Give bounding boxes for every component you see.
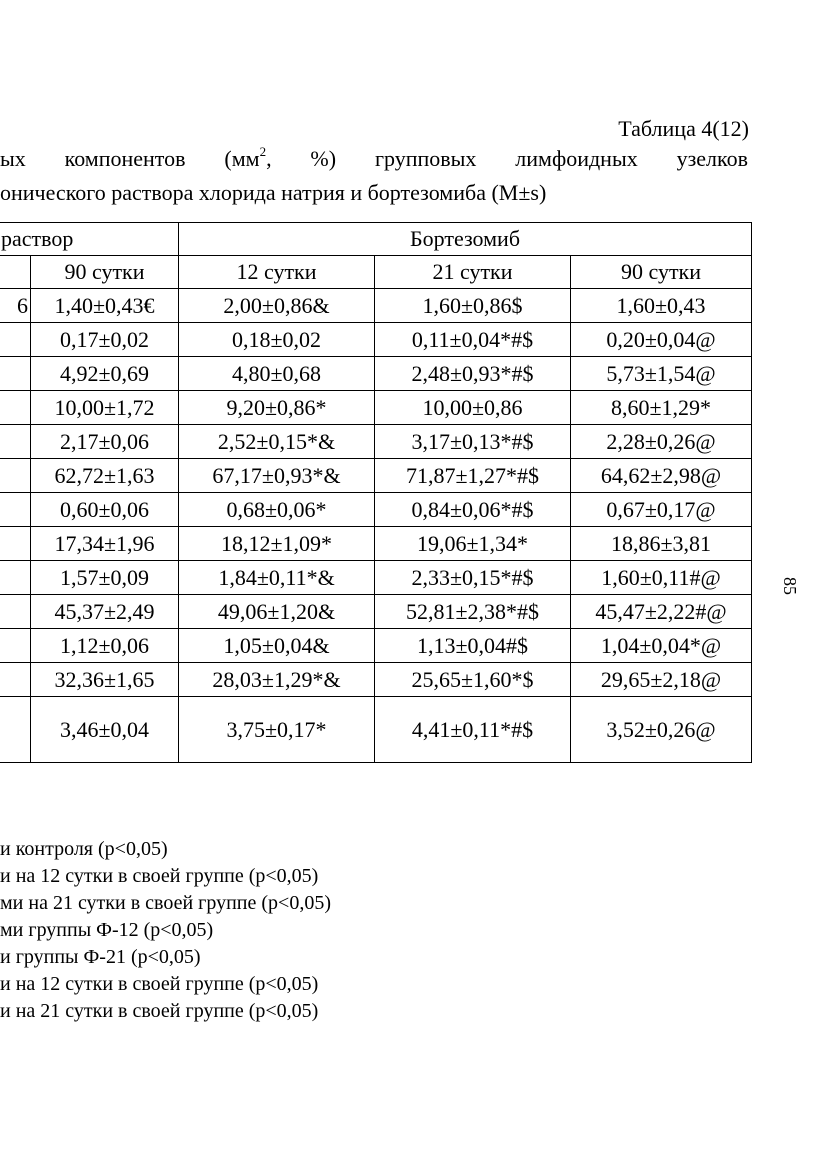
day-header-cell: 12 сутки	[179, 256, 375, 289]
table-title-line-1	[0, 143, 748, 172]
table-row	[0, 629, 752, 663]
table-cell: 1,40±0,43€	[31, 289, 179, 323]
table-cell: 0,84±0,06*#$	[375, 493, 571, 527]
table-cell: 45,47±2,22#@	[571, 595, 752, 629]
table-cell: 2,00±0,86&	[179, 289, 375, 323]
group-header-bortezomib: Бортезомиб	[179, 223, 752, 256]
table-cell: 10,00±1,72	[31, 391, 179, 425]
table-row	[0, 663, 752, 697]
table-cell: 3,46±0,04	[31, 697, 179, 763]
footnote: и на 12 сутки в своей группе (p<0,05)	[0, 973, 319, 995]
table-cell: 0,11±0,04*#$	[375, 323, 571, 357]
table-cell: 45,37±2,49	[31, 595, 179, 629]
footnote: и группы Ф-21 (p<0,05)	[0, 946, 201, 968]
footnote: ми на 21 сутки в своей группе (p<0,05)	[0, 892, 331, 914]
table-cell: 18,86±3,81	[571, 527, 752, 561]
table-cell	[0, 629, 31, 663]
title-line-1-end: , %) групповых лимфоидных узелков	[266, 146, 748, 171]
group-header-saline: раствор	[0, 223, 179, 256]
table-cell: 4,41±0,11*#$	[375, 697, 571, 763]
table-cell	[0, 459, 31, 493]
day-header-cell: 90 сутки	[31, 256, 179, 289]
table-cell: 64,62±2,98@	[571, 459, 752, 493]
table-cell: 62,72±1,63	[31, 459, 179, 493]
table-cell: 2,52±0,15*&	[179, 425, 375, 459]
table-cell: 4,92±0,69	[31, 357, 179, 391]
table-cell: 3,75±0,17*	[179, 697, 375, 763]
table-cell	[0, 323, 31, 357]
table-cell: 6	[0, 289, 31, 323]
table-cell	[0, 357, 31, 391]
table-row	[0, 527, 752, 561]
table-cell: 3,52±0,26@	[571, 697, 752, 763]
table-cell: 0,68±0,06*	[179, 493, 375, 527]
table-cell: 2,33±0,15*#$	[375, 561, 571, 595]
table-cell: 0,18±0,02	[179, 323, 375, 357]
footnote: и на 12 сутки в своей группе (p<0,05)	[0, 865, 319, 887]
table-cell: 1,84±0,11*&	[179, 561, 375, 595]
table-cell: 0,17±0,02	[31, 323, 179, 357]
table-cell: 28,03±1,29*&	[179, 663, 375, 697]
table-cell: 8,60±1,29*	[571, 391, 752, 425]
table-cell	[0, 595, 31, 629]
table-title-line-2: онического раствора хлорида натрия и бортезомиба (M±s)	[0, 180, 547, 205]
table-cell: 1,04±0,04*@	[571, 629, 752, 663]
day-header-cell: 90 сутки	[571, 256, 752, 289]
table-cell: 0,20±0,04@	[571, 323, 752, 357]
table-cell	[0, 561, 31, 595]
table-cell: 0,67±0,17@	[571, 493, 752, 527]
table-cell	[0, 493, 31, 527]
table-cell: 1,60±0,86$	[375, 289, 571, 323]
table-cell: 9,20±0,86*	[179, 391, 375, 425]
table-cell: 19,06±1,34*	[375, 527, 571, 561]
table-row	[0, 425, 752, 459]
table-cell	[0, 391, 31, 425]
table-row	[0, 561, 752, 595]
table-cell: 1,12±0,06	[31, 629, 179, 663]
table-cell	[0, 697, 31, 763]
table-cell: 4,80±0,68	[179, 357, 375, 391]
table-cell: 32,36±1,65	[31, 663, 179, 697]
footnote: и контроля (p<0,05)	[0, 838, 168, 860]
table-caption: Таблица 4(12)	[618, 116, 749, 141]
table-cell: 3,17±0,13*#$	[375, 425, 571, 459]
table-row	[0, 595, 752, 629]
title-superscript: 2	[259, 143, 267, 159]
page-number: 85	[780, 577, 800, 595]
table-row	[0, 391, 752, 425]
day-header-row	[0, 256, 752, 289]
table-cell: 10,00±0,86	[375, 391, 571, 425]
table-cell: 25,65±1,60*$	[375, 663, 571, 697]
table-cell: 2,48±0,93*#$	[375, 357, 571, 391]
table-cell: 67,17±0,93*&	[179, 459, 375, 493]
table-cell: 0,60±0,06	[31, 493, 179, 527]
table-cell: 29,65±2,18@	[571, 663, 752, 697]
table-row	[0, 323, 752, 357]
table-cell: 1,60±0,11#@	[571, 561, 752, 595]
table-cell	[0, 663, 31, 697]
table-cell: 1,60±0,43	[571, 289, 752, 323]
group-header-row	[0, 223, 752, 256]
table-cell	[0, 425, 31, 459]
table-cell: 49,06±1,20&	[179, 595, 375, 629]
table-cell: 17,34±1,96	[31, 527, 179, 561]
table-cell: 1,57±0,09	[31, 561, 179, 595]
table-cell: 2,28±0,26@	[571, 425, 752, 459]
table-cell: 1,13±0,04#$	[375, 629, 571, 663]
table-row	[0, 459, 752, 493]
table-cell: 71,87±1,27*#$	[375, 459, 571, 493]
day-header-cell	[0, 256, 31, 289]
footnote: ми группы Ф-12 (p<0,05)	[0, 919, 214, 941]
table-cell: 2,17±0,06	[31, 425, 179, 459]
table-cell: 1,05±0,04&	[179, 629, 375, 663]
table-cell: 18,12±1,09*	[179, 527, 375, 561]
footnote: и на 21 сутки в своей группе (p<0,05)	[0, 1000, 319, 1022]
day-header-cell: 21 сутки	[375, 256, 571, 289]
table-row	[0, 357, 752, 391]
table-row	[0, 697, 752, 763]
table-row	[0, 493, 752, 527]
results-table	[0, 222, 752, 763]
title-line-1-start: ых компонентов (мм	[0, 146, 260, 171]
table-cell: 5,73±1,54@	[571, 357, 752, 391]
table-row	[0, 289, 752, 323]
table-cell	[0, 527, 31, 561]
table-cell: 52,81±2,38*#$	[375, 595, 571, 629]
